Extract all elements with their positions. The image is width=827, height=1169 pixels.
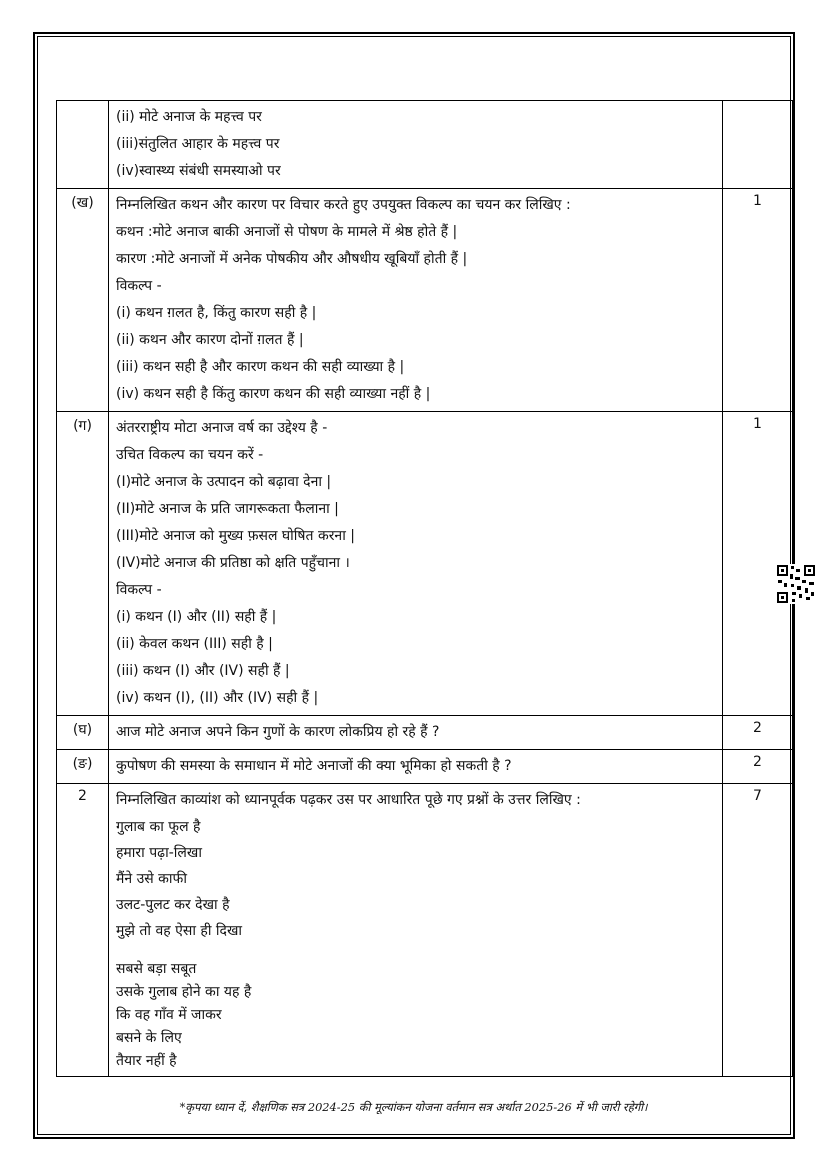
question-label: (ख)	[57, 189, 109, 412]
option-line: (iii)संतुलित आहार के महत्त्व पर	[116, 136, 280, 152]
question-body	[109, 750, 723, 784]
table-row	[57, 189, 793, 412]
question-label: (ङ)	[57, 750, 109, 784]
question-line: कारण :मोटे अनाजों में अनेक पोषकीय और औषधीय खूबियाँ होती हैं |	[116, 251, 468, 267]
option-line: (iii) कथन सही है और कारण कथन की सही व्याख्या है |	[116, 359, 405, 375]
question-line: आज मोटे अनाज अपने किन गुणों के कारण लोकप्रिय हो रहे हैं ?	[116, 724, 440, 740]
poem-line: कि वह गाँव में जाकर	[116, 1007, 222, 1023]
marks-cell: 1	[723, 189, 793, 412]
question-line: विकल्प -	[116, 278, 162, 294]
statement-line: (I)मोटे अनाज के उत्पादन को बढ़ावा देना |	[116, 474, 332, 490]
marks-cell: 2	[723, 716, 793, 750]
stanza-gap	[116, 944, 718, 958]
poem-line: मैंने उसे काफी	[116, 871, 187, 887]
marks-cell: 7	[723, 784, 793, 1077]
question-label: (घ)	[57, 716, 109, 750]
option-line: (iii) कथन (I) और (IV) सही हैं |	[116, 663, 290, 679]
poem-line: उलट-पुलट कर देखा है	[116, 897, 230, 913]
table-row	[57, 412, 793, 716]
question-line: विकल्प -	[116, 582, 162, 598]
question-line: कथन :मोटे अनाज बाकी अनाजों से पोषण के मामले में श्रेष्ठ होते हैं |	[116, 224, 458, 240]
option-line: (iv) कथन (I), (II) और (IV) सही हैं |	[116, 690, 319, 706]
question-body	[109, 784, 723, 1077]
question-body	[109, 716, 723, 750]
option-line: (ii) कथन और कारण दोनों ग़लत हैं |	[116, 332, 304, 348]
poem-line: गुलाब का फूल है	[116, 819, 201, 835]
table-row	[57, 750, 793, 784]
poem-line: हमारा पढ़ा-लिखा	[116, 845, 202, 861]
option-line: (ii) मोटे अनाज के महत्त्व पर	[116, 109, 262, 125]
statement-line: (II)मोटे अनाज के प्रति जागरूकता फैलाना |	[116, 501, 339, 517]
question-body	[109, 412, 723, 716]
option-line: (i) कथन ग़लत है, किंतु कारण सही है |	[116, 305, 317, 321]
question-line: उचित विकल्प का चयन करें -	[116, 447, 264, 463]
question-instruction: निम्नलिखित काव्यांश को ध्यानपूर्वक पढ़कर उस पर आधारित पूछे गए प्रश्नों के उत्तर लिखिए :	[116, 792, 581, 808]
statement-line: (IV)मोटे अनाज की प्रतिष्ठा को क्षति पहुँचाना ।	[116, 555, 350, 571]
question-line: अंतरराष्ट्रीय मोटा अनाज वर्ष का उद्देश्य है -	[116, 420, 328, 436]
poem-line: बसने के लिए	[116, 1030, 182, 1046]
option-line: (iv)स्वास्थ्य संबंधी समस्याओ पर	[116, 163, 281, 179]
table-row	[57, 101, 793, 189]
poem-line: तैयार नहीं है	[116, 1053, 177, 1069]
question-line: कुपोषण की समस्या के समाधान में मोटे अनाजों की क्या भूमिका हो सकती है ?	[116, 758, 512, 774]
option-line: (ii) केवल कथन (III) सही है |	[116, 636, 273, 652]
option-line: (iv) कथन सही है किंतु कारण कथन की सही व्याख्या नहीं है |	[116, 386, 431, 402]
table-row	[57, 784, 793, 1077]
question-body	[109, 101, 723, 189]
question-label	[57, 101, 109, 189]
question-table	[56, 100, 793, 1077]
marks-cell	[723, 101, 793, 189]
poem-line: उसके गुलाब होने का यह है	[116, 984, 252, 1000]
table-row	[57, 716, 793, 750]
poem-line: मुझे तो वह ऐसा ही दिखा	[116, 923, 243, 939]
question-label: (ग)	[57, 412, 109, 716]
question-body	[109, 189, 723, 412]
marks-cell: 1	[723, 412, 793, 716]
qr-code-icon[interactable]	[776, 564, 816, 604]
statement-line: (III)मोटे अनाज को मुख्य फ़सल घोषित करना |	[116, 528, 355, 544]
question-label: 2	[57, 784, 109, 1077]
poem-line: सबसे बड़ा सबूत	[116, 961, 197, 977]
option-line: (i) कथन (I) और (II) सही हैं |	[116, 609, 277, 625]
marks-cell: 2	[723, 750, 793, 784]
question-line: निम्नलिखित कथन और कारण पर विचार करते हुए उपयुक्त विकल्प का चयन कर लिखिए :	[116, 197, 571, 213]
footer-note: *कृपया ध्यान दें, शैक्षणिक सत्र 2024-25 की मूल्यांकन योजना वर्तमान सत्र अर्थात 2025-26 में भी जारी रहेगी।	[179, 1100, 648, 1114]
